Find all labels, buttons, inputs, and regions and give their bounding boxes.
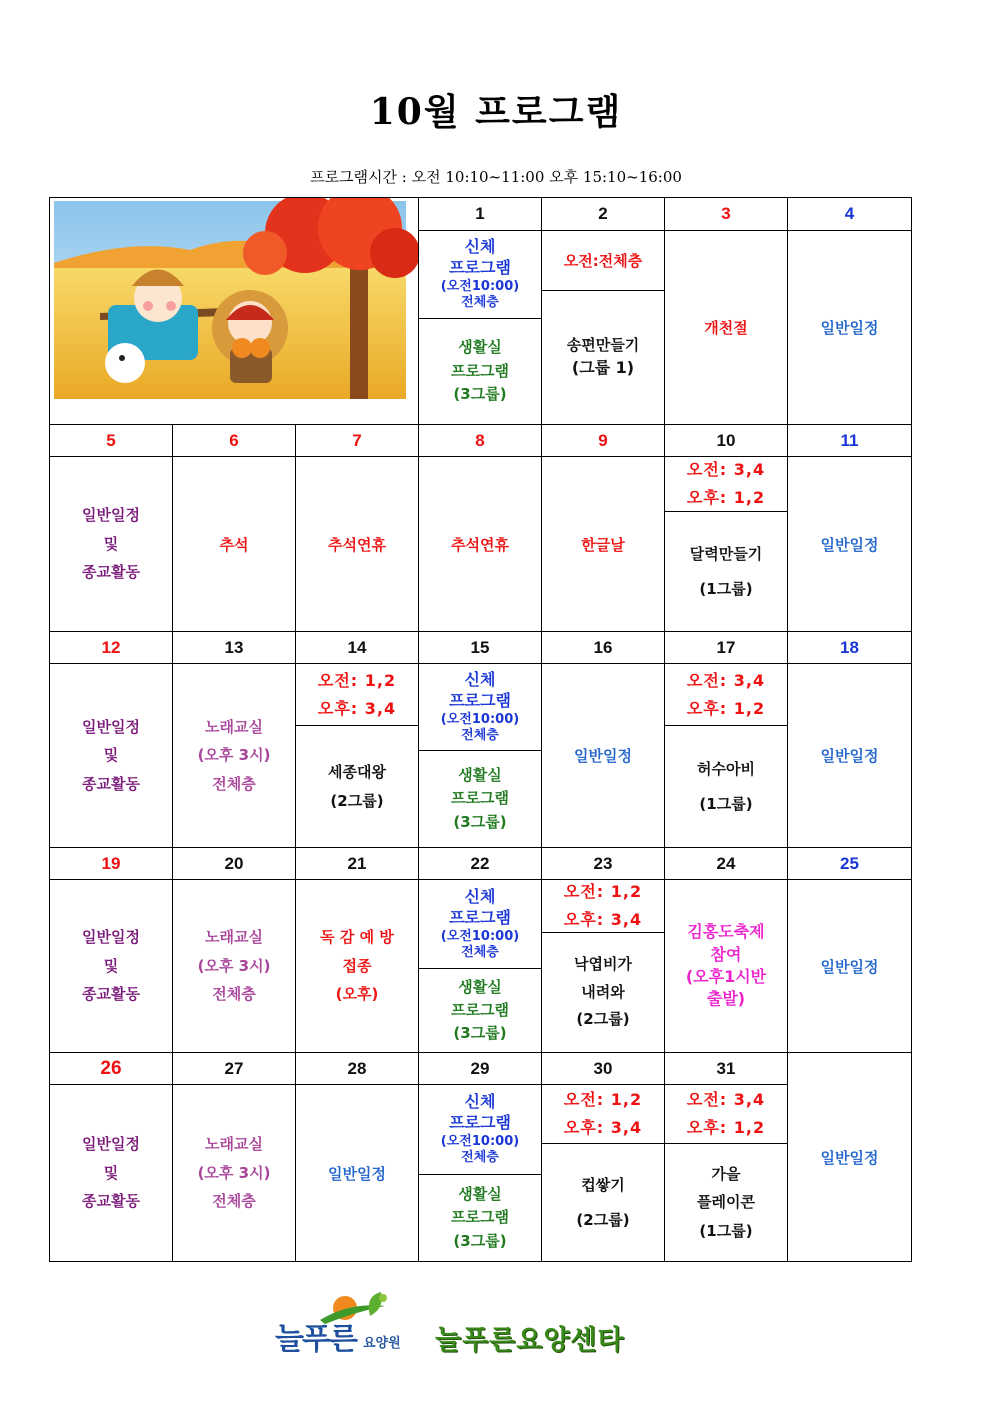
- date-20: 20: [173, 848, 296, 880]
- day-18-cell: 일반일정: [788, 664, 912, 848]
- date-7: 7: [296, 425, 419, 457]
- date-21: 21: [296, 848, 419, 880]
- am-pm-groups: 오전: 3,4 오후: 1,2: [686, 670, 766, 718]
- date-4: 4: [788, 198, 912, 231]
- date-2: 2: [542, 198, 665, 231]
- day-9-cell: 한글날: [542, 457, 665, 632]
- day-26-cell: 일반일정 및 종교활동: [50, 1085, 173, 1262]
- date-5: 5: [50, 425, 173, 457]
- date-10: 10: [665, 425, 788, 457]
- day-29-cell: [419, 1085, 542, 1262]
- page-title: 10월 프로그램: [369, 91, 623, 133]
- program-time: 프로그램시간 : 오전 10:10~11:00 오후 15:10~16:00: [310, 168, 682, 186]
- date-24: 24: [665, 848, 788, 880]
- date-15: 15: [419, 632, 542, 664]
- date-12: 12: [50, 632, 173, 664]
- songpyeon-activity: 송편만들기 (그룹 1): [542, 290, 664, 422]
- illustration-cell: [50, 198, 419, 425]
- sejong-activity: 세종대왕 (2그룹): [296, 725, 418, 847]
- day-6-cell: 추석: [173, 457, 296, 632]
- date-28: 28: [296, 1053, 419, 1085]
- day-8-cell: 추석연휴: [419, 457, 542, 632]
- physical-program: 신체 프로그램 (오전10:00) 전체층: [440, 669, 520, 743]
- day-12-cell: 일반일정 및 종교활동: [50, 664, 173, 848]
- day-20-cell: 노래교실 (오후 3시) 전체층: [173, 880, 296, 1053]
- day-31-cell: [665, 1085, 788, 1262]
- date-25: 25: [788, 848, 912, 880]
- day-7-cell: 추석연휴: [296, 457, 419, 632]
- am-pm-groups: 오전: 1,2 오후: 3,4: [317, 670, 397, 718]
- falling-leaves-activity: 낙엽비가 내려와 (2그룹): [542, 932, 664, 1052]
- date-14: 14: [296, 632, 419, 664]
- living-room-program: 생활실 프로그램 (3그룹): [419, 750, 541, 847]
- day-28-cell: 일반일정: [296, 1085, 419, 1262]
- date-1: 1: [419, 198, 542, 231]
- living-room-program: 생활실 프로그램 (3그룹): [419, 968, 541, 1052]
- living-room-program: 생활실 프로그램 (3그룹): [419, 318, 541, 424]
- calendar-table: [49, 197, 912, 1262]
- day-11-cell: 일반일정: [788, 457, 912, 632]
- cup-stacking-activity: 컵쌓기 (2그룹): [542, 1143, 664, 1261]
- day-5-cell: 일반일정 및 종교활동: [50, 457, 173, 632]
- day-27-cell: 노래교실 (오후 3시) 전체층: [173, 1085, 296, 1262]
- day-10-cell: [665, 457, 788, 632]
- date-6: 6: [173, 425, 296, 457]
- date-31: 31: [665, 1053, 788, 1085]
- physical-program: 신체 프로그램 (오전10:00) 전체층: [440, 1092, 520, 1166]
- am-pm-groups: 오전: 3,4 오후: 1,2: [686, 460, 766, 507]
- date-26: 26: [50, 1053, 173, 1085]
- day-1-cell: [419, 230, 542, 424]
- scarecrow-activity: 허수아비 (1그룹): [665, 725, 787, 847]
- date-22: 22: [419, 848, 542, 880]
- day-30-cell: [542, 1085, 665, 1262]
- logo-subtext: 요양원: [363, 1336, 401, 1351]
- date-27: 27: [173, 1053, 296, 1085]
- date-23: 23: [542, 848, 665, 880]
- day-25-cell: 일반일정: [788, 880, 912, 1053]
- day-16-cell: 일반일정: [542, 664, 665, 848]
- day-4-cell: 일반일정: [788, 230, 912, 424]
- date-17: 17: [665, 632, 788, 664]
- day-2-cell: [542, 230, 665, 424]
- date-8: 8: [419, 425, 542, 457]
- day-22-cell: [419, 880, 542, 1053]
- autumn-playcorn-activity: 가을 플레이콘 (1그룹): [665, 1143, 787, 1261]
- date-11: 11: [788, 425, 912, 457]
- day-14-cell: [296, 664, 419, 848]
- empty-day-general-cell: 일반일정: [788, 1053, 912, 1262]
- date-13: 13: [173, 632, 296, 664]
- physical-program: 신체 프로그램 (오전10:00) 전체층: [440, 886, 520, 960]
- date-18: 18: [788, 632, 912, 664]
- day-19-cell: 일반일정 및 종교활동: [50, 880, 173, 1053]
- day-17-cell: [665, 664, 788, 848]
- date-30: 30: [542, 1053, 665, 1085]
- day-23-cell: [542, 880, 665, 1053]
- date-9: 9: [542, 425, 665, 457]
- am-all-floors: 오전:전체층: [563, 251, 643, 270]
- day-24-cell: 김홍도축제 참여 (오후1시반 출발): [665, 880, 788, 1053]
- day-21-cell: 독 감 예 방 접종 (오후): [296, 880, 419, 1053]
- am-pm-groups: 오전: 1,2 오후: 3,4: [563, 882, 643, 929]
- date-19: 19: [50, 848, 173, 880]
- am-pm-groups: 오전: 3,4 오후: 1,2: [686, 1090, 766, 1137]
- date-3: 3: [665, 198, 788, 231]
- center-name: 늘푸른요양센타: [435, 1325, 625, 1356]
- footer-logo: [275, 1290, 695, 1360]
- calendar-making-activity: 달력만들기 (1그룹): [665, 511, 787, 631]
- day-13-cell: 노래교실 (오후 3시) 전체층: [173, 664, 296, 848]
- day-15-cell: [419, 664, 542, 848]
- date-29: 29: [419, 1053, 542, 1085]
- am-pm-groups: 오전: 1,2 오후: 3,4: [563, 1090, 643, 1137]
- autumn-illustration: [50, 198, 418, 424]
- date-16: 16: [542, 632, 665, 664]
- logo-brand: 늘푸른: [275, 1322, 356, 1357]
- physical-program: 신체 프로그램 (오전10:00) 전체층: [440, 237, 520, 311]
- living-room-program: 생활실 프로그램 (3그룹): [419, 1174, 541, 1261]
- day-3-cell: 개천절: [665, 230, 788, 424]
